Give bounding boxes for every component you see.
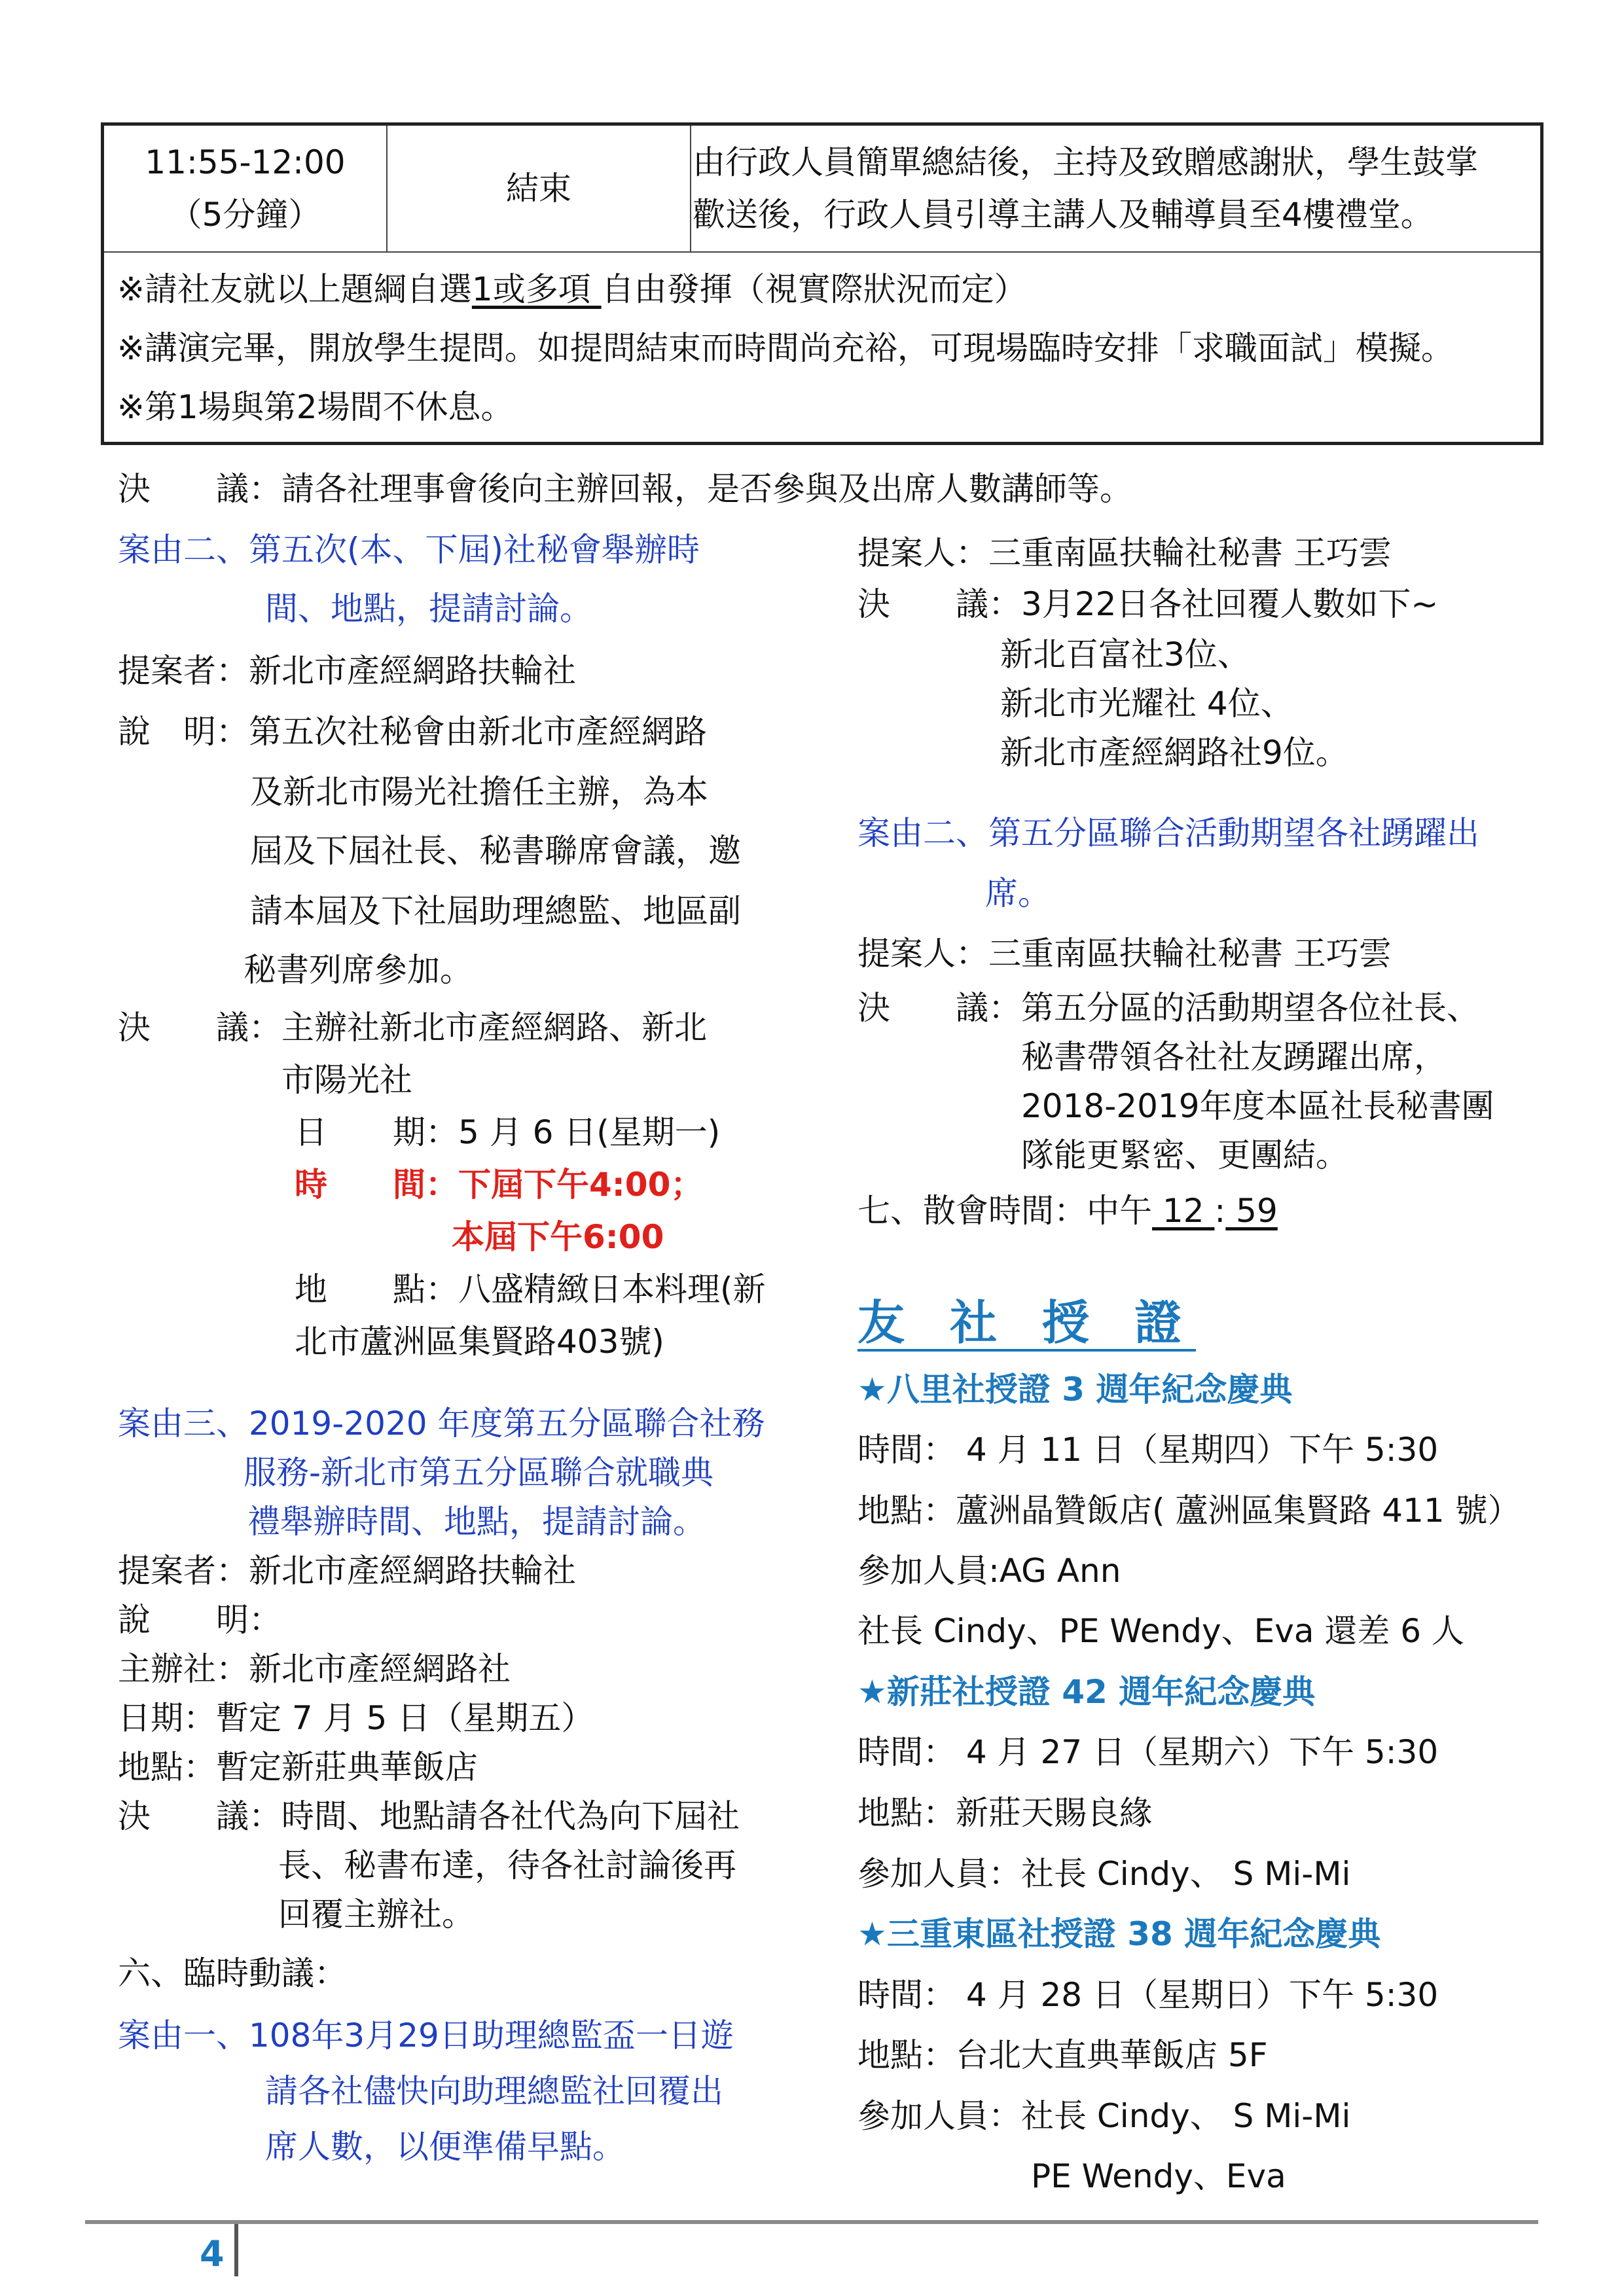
- table-row: [103, 252, 1542, 444]
- case3-date: 日期：暫定 7 月 5 日（星期五）: [118, 1699, 594, 1737]
- case2-desc: 說 明：第五次社秘會由新北市產經網路: [118, 713, 707, 751]
- case1-title: 請各社儘快向助理總監社回覆出: [265, 2072, 723, 2110]
- adjourn-sep: :: [1214, 1192, 1226, 1230]
- case1-title: 案由一、108年3月29日助理總監盃一日遊: [118, 2017, 734, 2054]
- case2-resolution-right: 2018-2019年度本區社長秘書團: [1021, 1087, 1494, 1125]
- case2-title-right: 席。: [985, 874, 1051, 912]
- event2-title: ★新莊社授證 42 週年紀念慶典: [857, 1673, 1316, 1711]
- note-text: ※請社友就以上題綱自選: [117, 270, 472, 308]
- event1-people: 參加人員:AG Ann: [857, 1552, 1121, 1590]
- case3-desc: 說 明：: [118, 1601, 281, 1639]
- note-line: ※第1場與第2場間不休息。: [117, 388, 514, 426]
- schedule-desc: 歡送後，行政人員引導主講人及輔導員至4樓禮堂。: [693, 196, 1434, 234]
- adjourn-hour: 12: [1152, 1192, 1215, 1230]
- case1-resolution: 新北市產經網路社9位。: [1000, 734, 1348, 772]
- case3-resolution: 回覆主辦社。: [278, 1895, 475, 1933]
- case1-title: 席人數，以便準備早點。: [265, 2128, 625, 2166]
- case2-resolution-right: 決 議：第五分區的活動期望各位社長、: [857, 989, 1479, 1027]
- case3-place: 地點：暫定新莊典華飯店: [118, 1748, 478, 1786]
- case2-resolution: 市陽光社: [281, 1061, 412, 1099]
- case3-host: 主辦社：新北市產經網路社: [118, 1650, 511, 1688]
- temp-motion-heading: 六、臨時動議：: [118, 1954, 347, 1992]
- case2-date: 日 期：5 月 6 日(星期一): [295, 1113, 721, 1151]
- page-number-bar: [234, 2224, 238, 2276]
- event1-people: 社長 Cindy、PE Wendy、Eva 還差 6 人: [857, 1612, 1464, 1650]
- adjourn-label: 七、散會時間：中午: [857, 1192, 1152, 1230]
- schedule-time: 11:55-12:00: [145, 143, 346, 181]
- schedule-notes: [103, 252, 1542, 444]
- case2-resolution-right: 隊能更緊密、更團結。: [1021, 1136, 1348, 1174]
- event3-people: PE Wendy、Eva: [1031, 2157, 1286, 2195]
- case3-title: 服務-新北市第五分區聯合就職典: [244, 1454, 714, 1492]
- case3-resolution: 長、秘書布達，待各社討論後再: [278, 1846, 736, 1884]
- schedule-item: 結束: [387, 125, 691, 252]
- schedule-desc: 由行政人員簡單總結後，主持及致贈感謝狀，學生鼓掌: [693, 143, 1478, 181]
- case1-resolution: 新北市光耀社 4位、: [1000, 685, 1293, 723]
- case2-time: 時 間：下屆下午4:00；: [295, 1166, 704, 1204]
- case2-resolution-right: 秘書帶領各社社友踴躍出席，: [1021, 1038, 1447, 1076]
- case3-proposer: 提案者：新北市產經網路扶輪社: [118, 1552, 576, 1590]
- note-underlined: 1或多項: [471, 270, 602, 308]
- schedule-time-cell: [103, 125, 387, 252]
- case3-resolution: 決 議：時間、地點請各社代為向下屆社: [118, 1797, 740, 1835]
- case2-desc: 屆及下屆社長、秘書聯席會議，邀: [250, 832, 741, 870]
- note-line: [117, 260, 1541, 319]
- case3-title: 禮舉辦時間、地點，提請討論。: [247, 1503, 706, 1541]
- case2-desc: 請本屆及下社屆助理總監、地區副: [250, 892, 741, 930]
- event3-people: 參加人員：社長 Cindy、 S Mi-Mi: [857, 2097, 1351, 2135]
- event3-title: ★三重東區社授證 38 週年紀念慶典: [857, 1915, 1381, 1953]
- case1-proposer: 提案人：三重南區扶輪社秘書 王巧雲: [857, 534, 1392, 572]
- note-text: 自由發揮（視實際狀況而定）: [601, 270, 1027, 308]
- adjourn-minute: 59: [1225, 1192, 1278, 1230]
- case2-desc: 秘書列席參加。: [244, 951, 473, 989]
- section-heading: 友 社 授 證: [857, 1295, 1197, 1350]
- event3-place: 地點：台北大直典華飯店 5F: [857, 2036, 1268, 2074]
- adjourn-time: [857, 1192, 1278, 1230]
- footer-divider: [85, 2220, 1538, 2224]
- case1-resolution: 新北百富社3位、: [1000, 636, 1250, 673]
- table-row: [103, 125, 1542, 252]
- case2-time: 本屆下午6:00: [452, 1218, 664, 1256]
- event2-people: 參加人員：社長 Cindy、 S Mi-Mi: [857, 1855, 1351, 1893]
- event2-place: 地點：新莊天賜良緣: [857, 1794, 1152, 1832]
- event3-time: 時間： 4 月 28 日（星期日）下午 5:30: [857, 1976, 1439, 2014]
- event1-place: 地點：蘆洲晶贊飯店( 蘆洲區集賢路 411 號）: [857, 1492, 1521, 1530]
- event1-title: ★八里社授證 3 週年紀念慶典: [857, 1371, 1293, 1408]
- case1-resolution: 決 議：3月22日各社回覆人數如下~: [857, 585, 1439, 623]
- page-number: 4: [200, 2233, 225, 2274]
- case2-proposer-right: 提案人：三重南區扶輪社秘書 王巧雲: [857, 935, 1392, 973]
- event1-time: 時間： 4 月 11 日（星期四）下午 5:30: [857, 1431, 1439, 1469]
- case2-desc: 及新北市陽光社擔任主辦，為本: [250, 773, 708, 811]
- case3-title: 案由三、2019-2020 年度第五分區聯合社務: [118, 1405, 765, 1443]
- case2-place: 北市蘆洲區集賢路403號): [295, 1323, 664, 1361]
- case2-resolution: 決 議：主辦社新北市產經網路、新北: [118, 1009, 707, 1047]
- case2-place: 地 點：八盛精緻日本料理(新: [295, 1270, 766, 1308]
- case2-title: 間、地點，提請討論。: [265, 590, 592, 628]
- case2-title: 案由二、第五次(本、下屆)社秘會舉辦時: [118, 531, 700, 569]
- case2-proposer: 提案者：新北市產經網路扶輪社: [118, 652, 576, 690]
- schedule-duration: （5分鐘）: [169, 196, 321, 234]
- schedule-desc-cell: [691, 125, 1542, 252]
- schedule-table: [103, 124, 1543, 445]
- event2-time: 時間： 4 月 27 日（星期六）下午 5:30: [857, 1733, 1439, 1771]
- case2-title-right: 案由二、第五分區聯合活動期望各社踴躍出: [857, 814, 1479, 852]
- note-line: ※講演完畢，開放學生提問。如提問結束而時間尚充裕，可現場臨時安排「求職面試」模擬。: [117, 329, 1454, 367]
- resolution-top: 決 議：請各社理事會後向主辦回報，是否參與及出席人數講師等。: [118, 470, 1132, 508]
